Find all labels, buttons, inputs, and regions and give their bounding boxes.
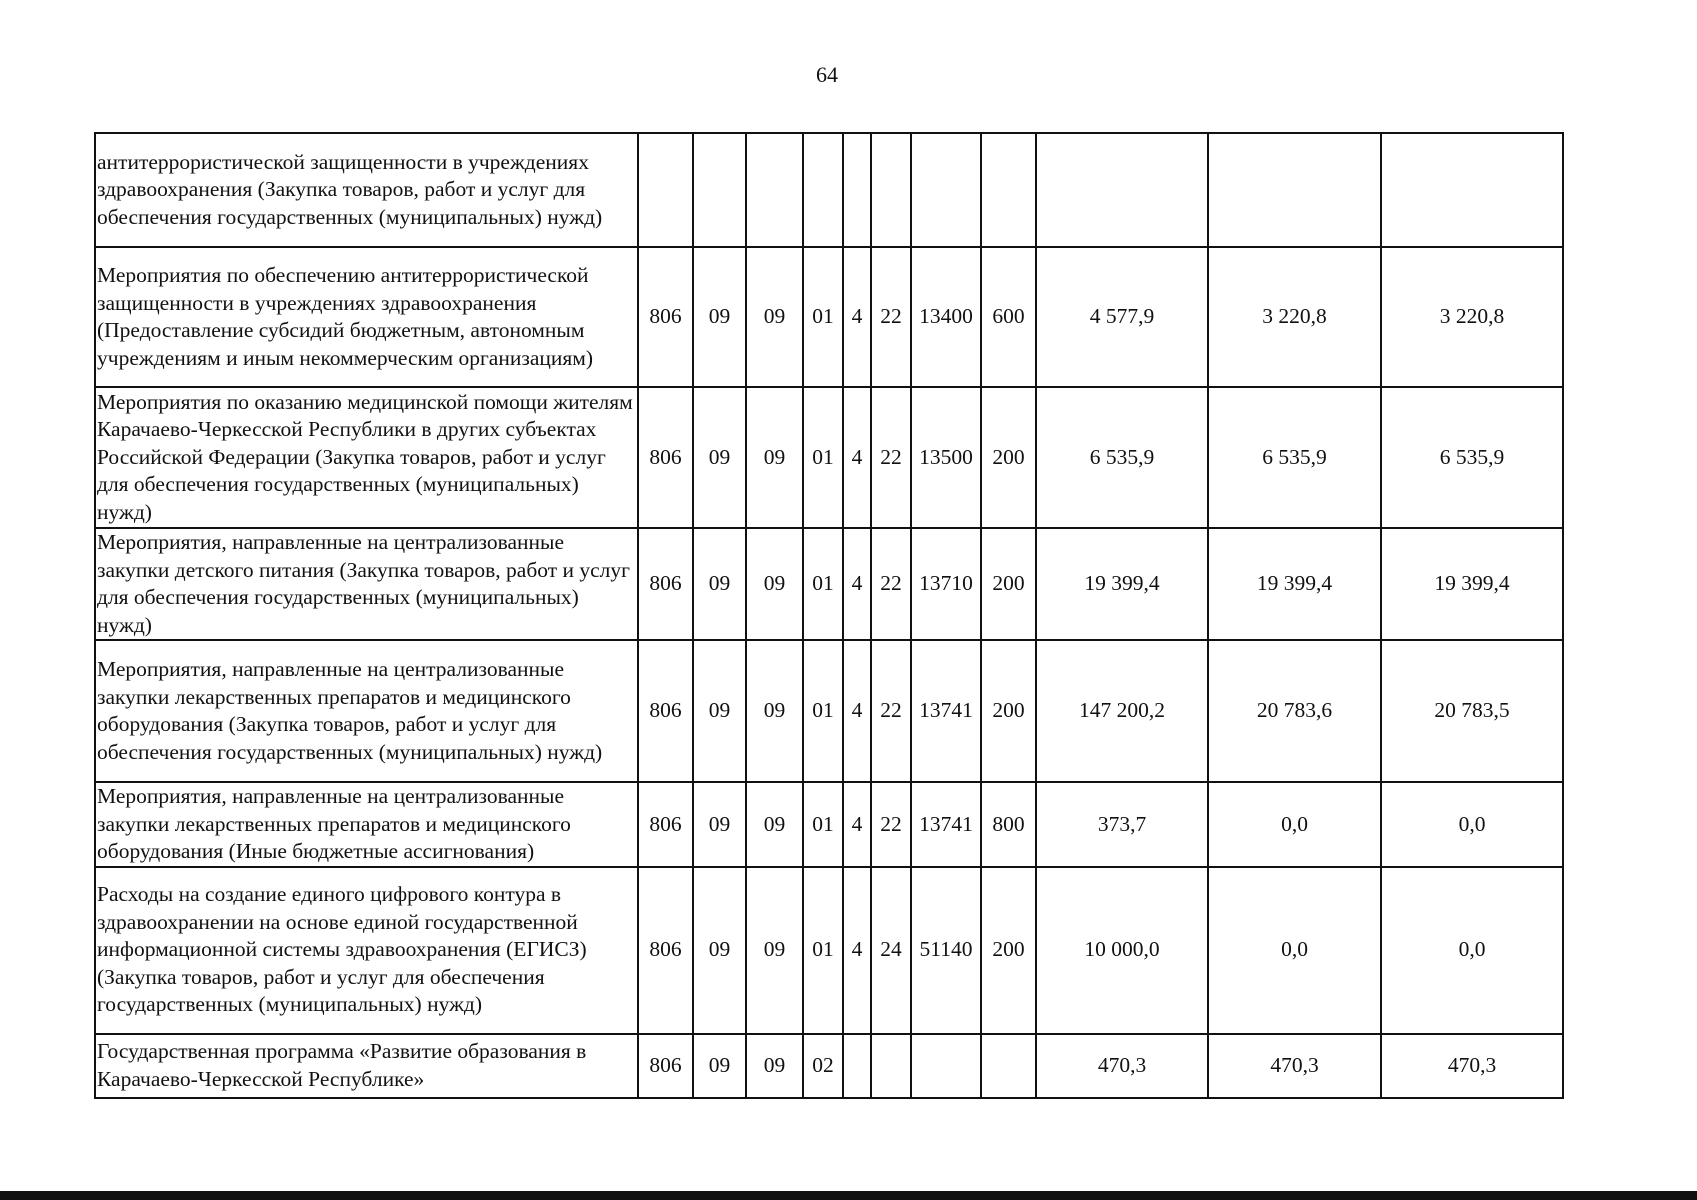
cell-program: 01 bbox=[803, 867, 843, 1034]
cell-amount-year-3 bbox=[1381, 133, 1563, 247]
table-row bbox=[95, 247, 1563, 387]
cell-ved: 806 bbox=[638, 1034, 693, 1098]
cell-subprogram: 24 bbox=[871, 867, 911, 1034]
cell-direction: 13400 bbox=[911, 247, 981, 387]
cell-amount-year-1 bbox=[1036, 133, 1208, 247]
cell-ved: 806 bbox=[638, 640, 693, 782]
table-row bbox=[95, 528, 1563, 640]
cell-ved bbox=[638, 133, 693, 247]
cell-amount-year-2: 0,0 bbox=[1208, 782, 1381, 867]
cell-direction: 13710 bbox=[911, 528, 981, 640]
cell-section: 09 bbox=[693, 1034, 746, 1098]
cell-direction: 51140 bbox=[911, 867, 981, 1034]
cell-ved: 806 bbox=[638, 867, 693, 1034]
cell-amount-year-3: 19 399,4 bbox=[1381, 528, 1563, 640]
cell-expense-type bbox=[981, 1034, 1036, 1098]
cell-direction: 13500 bbox=[911, 387, 981, 528]
row-description: Мероприятия, направленные на централизованные закупки лекарственных препаратов и медицинского оборудования (Закупка товаров, работ и услуг для обеспечения государственных (муниципальных) нужд) bbox=[95, 640, 638, 782]
cell-program: 01 bbox=[803, 782, 843, 867]
page-number: 64 bbox=[816, 62, 838, 87]
cell-ved: 806 bbox=[638, 528, 693, 640]
cell-ved: 806 bbox=[638, 247, 693, 387]
cell-program bbox=[803, 133, 843, 247]
cell-direction: 13741 bbox=[911, 782, 981, 867]
cell-amount-year-2: 6 535,9 bbox=[1208, 387, 1381, 528]
cell-section bbox=[693, 133, 746, 247]
table-row bbox=[95, 867, 1563, 1034]
cell-direction: 13741 bbox=[911, 640, 981, 782]
cell-amount-year-2: 470,3 bbox=[1208, 1034, 1381, 1098]
cell-ved: 806 bbox=[638, 782, 693, 867]
cell-amount-year-1: 6 535,9 bbox=[1036, 387, 1208, 528]
cell-subprogram: 22 bbox=[871, 247, 911, 387]
cell-subprogram bbox=[871, 1034, 911, 1098]
table-row bbox=[95, 1034, 1563, 1098]
cell-program: 02 bbox=[803, 1034, 843, 1098]
cell-section: 09 bbox=[693, 387, 746, 528]
cell-expense-type: 600 bbox=[981, 247, 1036, 387]
cell-subsection: 09 bbox=[746, 387, 803, 528]
cell-subsection: 09 bbox=[746, 247, 803, 387]
cell-program-type: 4 bbox=[843, 867, 871, 1034]
cell-subprogram: 22 bbox=[871, 528, 911, 640]
cell-amount-year-3: 20 783,5 bbox=[1381, 640, 1563, 782]
row-description: Мероприятия, направленные на централизованные закупки детского питания (Закупка товаров, работ и услуг для обеспечения государственных (муниципальных) нужд) bbox=[95, 528, 638, 640]
table-row bbox=[95, 133, 1563, 247]
table-row bbox=[95, 782, 1563, 867]
cell-amount-year-3: 0,0 bbox=[1381, 782, 1563, 867]
cell-amount-year-2: 0,0 bbox=[1208, 867, 1381, 1034]
row-description: Расходы на создание единого цифрового контура в здравоохранении на основе единой государственной информационной системы здравоохранения (ЕГИСЗ) (Закупка товаров, работ и услуг для обеспечения государственных (муниципальных) нужд) bbox=[95, 867, 638, 1034]
cell-subprogram: 22 bbox=[871, 387, 911, 528]
cell-subsection: 09 bbox=[746, 782, 803, 867]
row-description: антитеррористической защищенности в учреждениях здравоохранения (Закупка товаров, работ и услуг для обеспечения государственных (муниципальных) нужд) bbox=[95, 133, 638, 247]
cell-subprogram: 22 bbox=[871, 782, 911, 867]
cell-section: 09 bbox=[693, 640, 746, 782]
row-description: Мероприятия, направленные на централизованные закупки лекарственных препаратов и медицинского оборудования (Иные бюджетные ассигнования) bbox=[95, 782, 638, 867]
budget-table bbox=[94, 132, 1564, 1099]
cell-section: 09 bbox=[693, 867, 746, 1034]
cell-program-type bbox=[843, 1034, 871, 1098]
cell-amount-year-2 bbox=[1208, 133, 1381, 247]
cell-amount-year-2: 19 399,4 bbox=[1208, 528, 1381, 640]
cell-direction bbox=[911, 1034, 981, 1098]
cell-amount-year-1: 10 000,0 bbox=[1036, 867, 1208, 1034]
cell-program: 01 bbox=[803, 387, 843, 528]
cell-subsection: 09 bbox=[746, 528, 803, 640]
cell-subsection bbox=[746, 133, 803, 247]
table-row bbox=[95, 387, 1563, 528]
scan-edge-band bbox=[0, 1191, 1697, 1200]
cell-amount-year-1: 4 577,9 bbox=[1036, 247, 1208, 387]
cell-expense-type: 200 bbox=[981, 867, 1036, 1034]
budget-table-body bbox=[95, 133, 1563, 1098]
cell-program-type: 4 bbox=[843, 640, 871, 782]
cell-program-type: 4 bbox=[843, 387, 871, 528]
cell-program: 01 bbox=[803, 528, 843, 640]
cell-program-type: 4 bbox=[843, 782, 871, 867]
cell-expense-type: 200 bbox=[981, 387, 1036, 528]
cell-expense-type: 200 bbox=[981, 528, 1036, 640]
cell-program: 01 bbox=[803, 640, 843, 782]
cell-section: 09 bbox=[693, 528, 746, 640]
cell-amount-year-3: 3 220,8 bbox=[1381, 247, 1563, 387]
cell-subsection: 09 bbox=[746, 640, 803, 782]
cell-subsection: 09 bbox=[746, 1034, 803, 1098]
cell-program: 01 bbox=[803, 247, 843, 387]
row-description: Государственная программа «Развитие образования в Карачаево-Черкесской Республике» bbox=[95, 1034, 638, 1098]
cell-expense-type: 800 bbox=[981, 782, 1036, 867]
cell-section: 09 bbox=[693, 247, 746, 387]
cell-program-type: 4 bbox=[843, 528, 871, 640]
cell-amount-year-1: 147 200,2 bbox=[1036, 640, 1208, 782]
table-row bbox=[95, 640, 1563, 782]
row-description: Мероприятия по обеспечению антитеррористической защищенности в учреждениях здравоохранения (Предоставление субсидий бюджетным, автономным учреждениям и иным некоммерческим организациям) bbox=[95, 247, 638, 387]
cell-section: 09 bbox=[693, 782, 746, 867]
cell-subprogram bbox=[871, 133, 911, 247]
cell-expense-type: 200 bbox=[981, 640, 1036, 782]
cell-program-type: 4 bbox=[843, 247, 871, 387]
cell-amount-year-3: 0,0 bbox=[1381, 867, 1563, 1034]
row-description: Мероприятия по оказанию медицинской помощи жителям Карачаево-Черкесской Республики в других субъектах Российской Федерации (Закупка товаров, работ и услуг для обеспечения государственных (муниципальных) нужд) bbox=[95, 387, 638, 528]
cell-amount-year-3: 470,3 bbox=[1381, 1034, 1563, 1098]
cell-amount-year-2: 20 783,6 bbox=[1208, 640, 1381, 782]
cell-program-type bbox=[843, 133, 871, 247]
cell-subprogram: 22 bbox=[871, 640, 911, 782]
cell-ved: 806 bbox=[638, 387, 693, 528]
cell-amount-year-3: 6 535,9 bbox=[1381, 387, 1563, 528]
cell-amount-year-1: 470,3 bbox=[1036, 1034, 1208, 1098]
cell-amount-year-2: 3 220,8 bbox=[1208, 247, 1381, 387]
cell-amount-year-1: 373,7 bbox=[1036, 782, 1208, 867]
cell-subsection: 09 bbox=[746, 867, 803, 1034]
cell-direction bbox=[911, 133, 981, 247]
cell-expense-type bbox=[981, 133, 1036, 247]
cell-amount-year-1: 19 399,4 bbox=[1036, 528, 1208, 640]
